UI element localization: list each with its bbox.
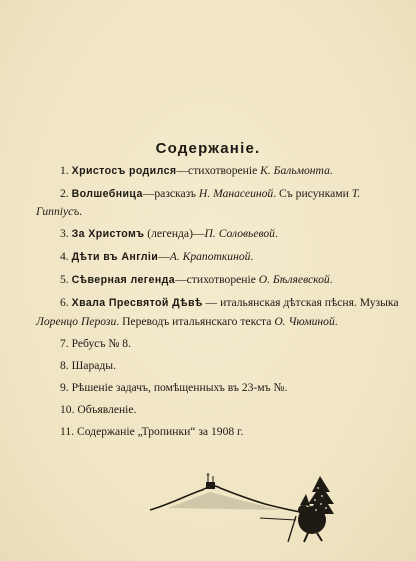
entry-title: Христосъ родился <box>71 165 177 177</box>
toc-entry-2 <box>36 185 408 221</box>
toc-entry-3 <box>36 225 408 243</box>
hill-with-gnome-carrying-tree-icon <box>150 470 350 548</box>
entry-text: —разсказъ <box>142 187 199 200</box>
entry-text: Рѣшеніе задачъ, помѣщенныхъ въ 23-мъ №. <box>71 380 288 394</box>
entry-text: Шарады. <box>71 358 116 372</box>
entry-illustrator: Т. Гиппіусъ <box>36 187 361 219</box>
entry-title: Дѣти въ Англіи <box>71 251 159 264</box>
entry-text: —стихотвореніе <box>176 164 261 177</box>
toc-entry-1 <box>36 162 408 180</box>
entry-number: 6. <box>60 296 69 310</box>
entry-number: 4. <box>60 250 69 264</box>
entry-number: 2. <box>60 187 69 200</box>
entry-number: 10. <box>60 402 75 416</box>
entry-title: За Христомъ <box>71 228 145 241</box>
entry-title: Волшебница <box>71 188 143 200</box>
entry-number: 11. <box>60 424 75 438</box>
entry-number: 5. <box>60 273 69 287</box>
toc-entry-10 <box>36 401 408 418</box>
entry-text: (легенда)— <box>144 227 205 241</box>
entry-text: . Переводъ итальянскаго текста <box>116 314 275 328</box>
toc-entry-7 <box>36 335 408 352</box>
entry-number: 9. <box>60 380 69 394</box>
toc-entry-4 <box>36 248 408 266</box>
page-title: Содержаніе. <box>155 140 261 157</box>
entry-author: К. Бальмонта <box>260 164 330 177</box>
toc-entry-11 <box>36 423 408 440</box>
table-of-contents <box>36 162 408 445</box>
entry-end: . <box>334 314 338 328</box>
toc-entry-6 <box>36 294 408 330</box>
entry-title: Сѣверная легенда <box>71 274 176 287</box>
entry-title: Хвала Пресвятой Дѣвѣ <box>71 297 203 310</box>
entry-author: А. Крапоткиной <box>169 250 251 264</box>
entry-end: . <box>79 205 83 219</box>
entry-text: Объявленіе. <box>77 402 137 416</box>
toc-entry-9 <box>36 379 408 396</box>
entry-author: П. Соловьевой <box>204 227 275 241</box>
entry-end: . <box>329 273 333 287</box>
entry-author: Н. Манасеиной <box>198 187 274 200</box>
entry-end: . <box>274 227 278 241</box>
entry-text: — <box>158 250 170 264</box>
entry-end: . Съ рисунками <box>273 187 352 200</box>
entry-text: Содержаніе „Тропинки“ за 1908 г. <box>76 424 244 438</box>
entry-end: . <box>329 164 333 177</box>
entry-number: 8. <box>60 358 69 372</box>
entry-author: О. Бѣляевской <box>258 273 330 287</box>
entry-end: . <box>250 250 254 264</box>
entry-text: —стихотвореніе <box>175 273 259 287</box>
entry-number: 7. <box>60 336 69 350</box>
toc-entry-5 <box>36 271 408 289</box>
entry-number: 1. <box>60 164 69 177</box>
entry-translator: О. Чюминой <box>274 314 335 328</box>
entry-text: — итальянская дѣтская пѣсня. Музыка <box>202 296 399 310</box>
entry-text: Ребусъ № 8. <box>71 336 131 350</box>
entry-number: 3. <box>60 227 69 241</box>
entry-composer: Лоренцо Перози <box>36 314 117 328</box>
toc-entry-8 <box>36 357 408 374</box>
